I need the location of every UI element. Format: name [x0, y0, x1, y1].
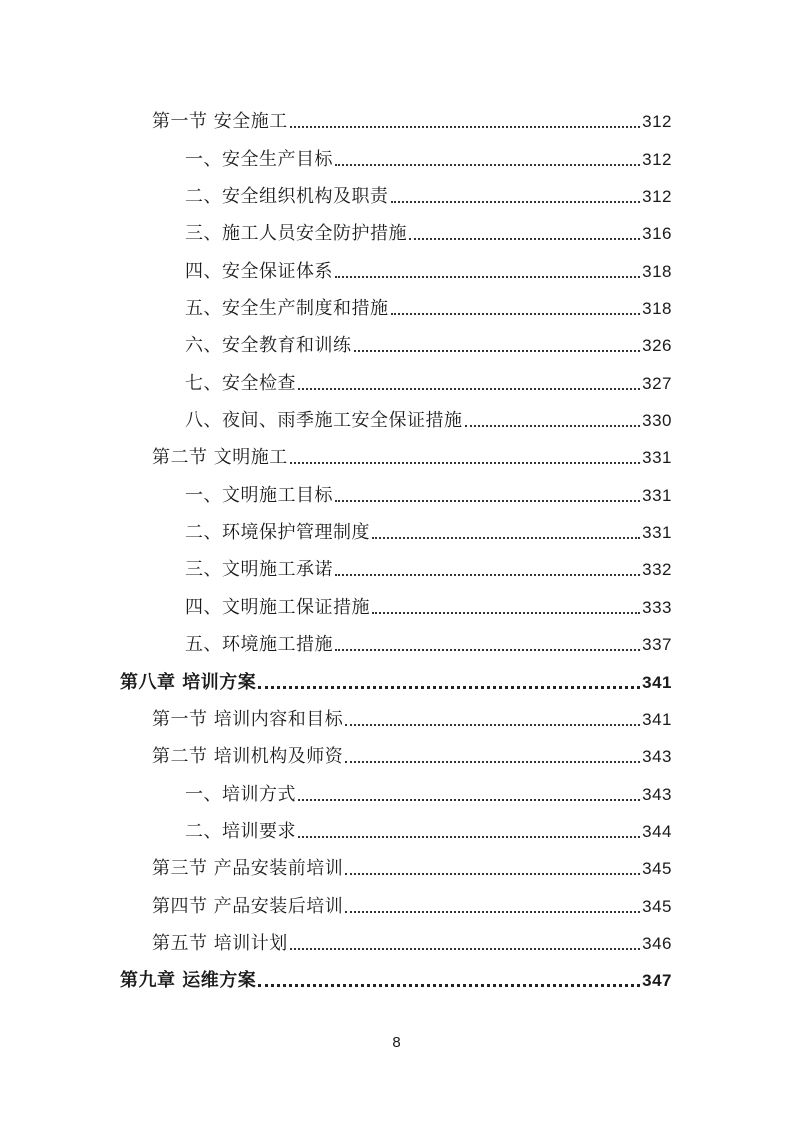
- toc-entry-page: 312: [642, 149, 672, 169]
- toc-entry-chapter[interactable]: [0, 959, 793, 996]
- toc-entry-item[interactable]: [0, 810, 793, 847]
- toc-entry-page: 333: [642, 597, 672, 617]
- toc-dot-leader: [391, 313, 641, 315]
- toc-dot-leader: [354, 350, 641, 352]
- toc-entry-page: 331: [642, 485, 672, 505]
- toc-entry-label: 二、培训要求: [185, 820, 296, 842]
- toc-dot-leader: [335, 574, 640, 576]
- toc-entry-label: 六、安全教育和训练: [185, 335, 352, 357]
- toc-entry-page: 332: [642, 560, 672, 580]
- toc-entry-label: 第八章 培训方案: [120, 671, 257, 693]
- toc-entry-item[interactable]: [0, 772, 793, 809]
- toc-entry-item[interactable]: [0, 324, 793, 361]
- toc-entry-label: 第一节 培训内容和目标: [152, 708, 344, 730]
- toc-entry-label: 三、施工人员安全防护措施: [185, 223, 407, 245]
- toc-entry-item[interactable]: [0, 548, 793, 585]
- toc-entry-label: 第二节 文明施工: [152, 447, 288, 469]
- toc-entry-item[interactable]: [0, 361, 793, 398]
- toc-entry-item[interactable]: [0, 585, 793, 622]
- toc-dot-leader: [345, 761, 640, 763]
- toc-entry-page: 312: [642, 112, 672, 132]
- toc-entry-section[interactable]: [0, 922, 793, 959]
- toc-entry-section[interactable]: [0, 436, 793, 473]
- toc-entry-label: 一、培训方式: [185, 783, 296, 805]
- toc-entry-label: 第五节 培训计划: [152, 932, 288, 954]
- toc-entry-label: 第一节 安全施工: [152, 111, 288, 133]
- toc-entry-label: 三、文明施工承诺: [185, 559, 333, 581]
- toc-entry-item[interactable]: [0, 175, 793, 212]
- toc-entry-page: 337: [642, 635, 672, 655]
- toc-entry-label: 四、文明施工保证措施: [185, 596, 370, 618]
- toc-dot-leader: [345, 873, 640, 875]
- toc-entry-chapter[interactable]: [0, 660, 793, 697]
- toc-dot-leader: [298, 799, 640, 801]
- toc-dot-leader: [258, 686, 640, 689]
- toc-entry-label: 四、安全保证体系: [185, 260, 333, 282]
- toc-entry-item[interactable]: [0, 623, 793, 660]
- toc-entry-page: 341: [642, 672, 672, 692]
- page-number: 8: [392, 1034, 401, 1051]
- toc-entry-label: 一、文明施工目标: [185, 484, 333, 506]
- toc-dot-leader: [335, 164, 640, 166]
- toc-entry-page: 316: [642, 224, 672, 244]
- toc-entry-label: 第四节 产品安装后培训: [152, 895, 344, 917]
- toc-entry-item[interactable]: [0, 473, 793, 510]
- table-of-contents: [0, 100, 793, 996]
- toc-entry-page: 341: [642, 709, 672, 729]
- toc-entry-label: 二、安全组织机构及职责: [185, 186, 389, 208]
- toc-entry-page: 345: [642, 896, 672, 916]
- toc-entry-page: 327: [642, 373, 672, 393]
- toc-dot-leader: [372, 537, 640, 539]
- toc-entry-label: 第三节 产品安装前培训: [152, 858, 344, 880]
- toc-entry-label: 八、夜间、雨季施工安全保证措施: [185, 410, 463, 432]
- toc-entry-section[interactable]: [0, 884, 793, 921]
- toc-entry-item[interactable]: [0, 137, 793, 174]
- toc-entry-label: 一、安全生产目标: [185, 148, 333, 170]
- toc-entry-label: 五、环境施工措施: [185, 634, 333, 656]
- toc-entry-item[interactable]: [0, 212, 793, 249]
- toc-dot-leader: [290, 462, 640, 464]
- toc-entry-section[interactable]: [0, 735, 793, 772]
- toc-dot-leader: [391, 201, 641, 203]
- toc-dot-leader: [335, 276, 640, 278]
- toc-entry-page: 330: [642, 411, 672, 431]
- toc-entry-page: 344: [642, 821, 672, 841]
- toc-dot-leader: [345, 911, 640, 913]
- toc-dot-leader: [372, 612, 640, 614]
- toc-entry-item[interactable]: [0, 287, 793, 324]
- toc-dot-leader: [298, 388, 640, 390]
- toc-dot-leader: [290, 948, 640, 950]
- toc-entry-item[interactable]: [0, 399, 793, 436]
- toc-dot-leader: [290, 126, 640, 128]
- toc-entry-item[interactable]: [0, 249, 793, 286]
- toc-entry-page: 345: [642, 859, 672, 879]
- toc-entry-page: 312: [642, 187, 672, 207]
- toc-dot-leader: [335, 500, 640, 502]
- toc-entry-page: 331: [642, 448, 672, 468]
- toc-dot-leader: [335, 649, 640, 651]
- toc-dot-leader: [298, 836, 640, 838]
- toc-entry-page: 326: [642, 336, 672, 356]
- toc-entry-label: 五、安全生产制度和措施: [185, 298, 389, 320]
- toc-dot-leader: [465, 425, 641, 427]
- toc-entry-section[interactable]: [0, 698, 793, 735]
- toc-entry-page: 346: [642, 933, 672, 953]
- toc-entry-page: 318: [642, 299, 672, 319]
- toc-entry-section[interactable]: [0, 100, 793, 137]
- toc-entry-page: 347: [642, 971, 672, 991]
- toc-entry-label: 二、环境保护管理制度: [185, 522, 370, 544]
- toc-dot-leader: [409, 238, 640, 240]
- toc-entry-label: 第九章 运维方案: [120, 970, 257, 992]
- toc-entry-label: 第二节 培训机构及师资: [152, 746, 344, 768]
- toc-entry-section[interactable]: [0, 847, 793, 884]
- toc-dot-leader: [345, 724, 640, 726]
- toc-entry-page: 331: [642, 523, 672, 543]
- toc-entry-item[interactable]: [0, 511, 793, 548]
- toc-entry-page: 343: [642, 747, 672, 767]
- toc-dot-leader: [258, 984, 640, 987]
- toc-entry-page: 343: [642, 784, 672, 804]
- toc-entry-page: 318: [642, 261, 672, 281]
- toc-entry-label: 七、安全检查: [185, 372, 296, 394]
